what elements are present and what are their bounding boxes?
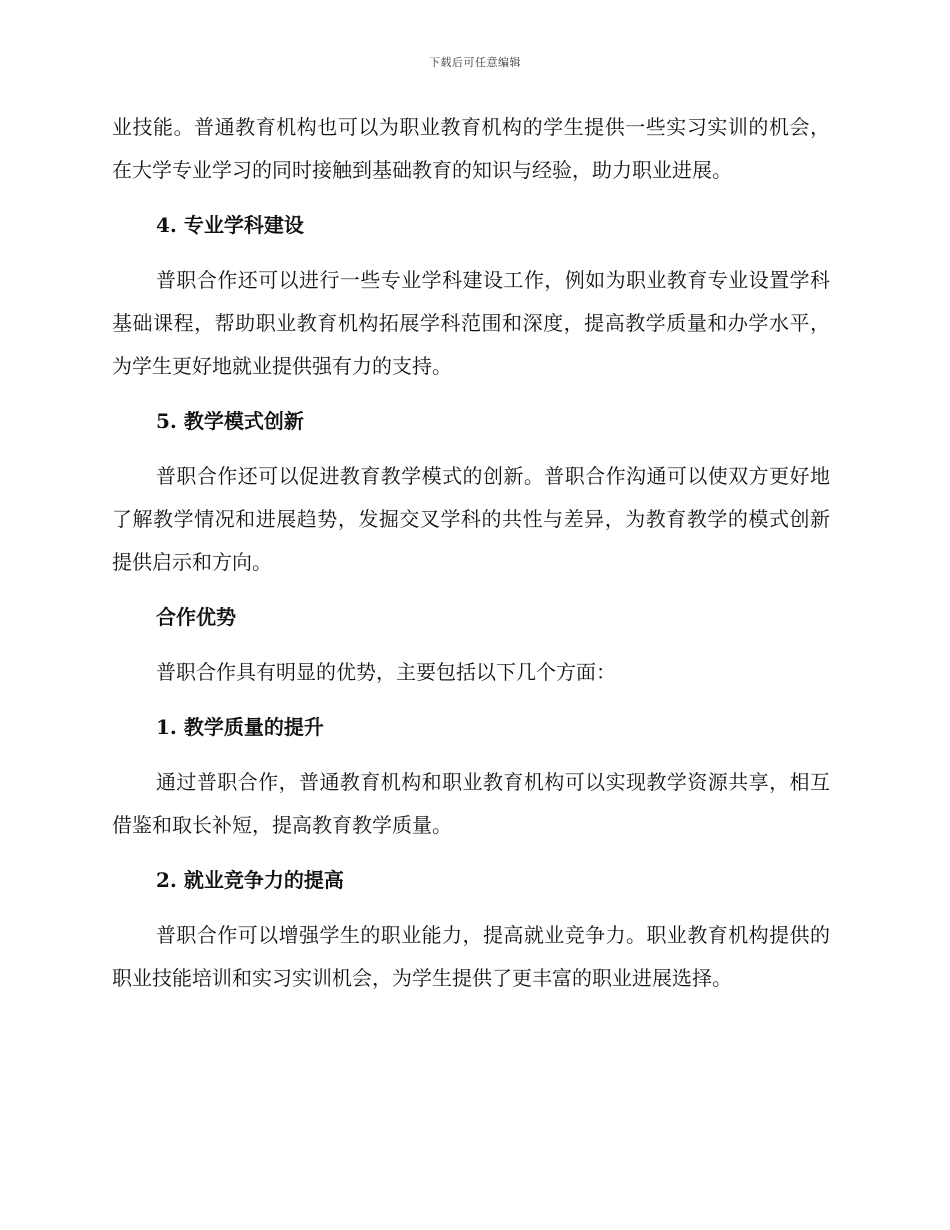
section-heading-discipline-construction: 4. 专业学科建设 [156, 213, 304, 237]
document-body [112, 106, 830, 1012]
section-heading-employment-competitiveness: 2. 就业竞争力的提高 [156, 868, 344, 892]
paragraph-continued: 业技能。普通教育机构也可以为职业教育机构的学生提供一些实习实训的机会，在大学专业学习的同时接触到基础教育的知识与经验，助力职业进展。 [112, 115, 830, 182]
page-header: 下载后可任意编辑 [429, 56, 521, 69]
section-heading-teaching-innovation: 5. 教学模式创新 [156, 409, 304, 433]
paragraph-discipline-construction: 普职合作还可以进行一些专业学科建设工作，例如为职业教育专业设置学科基础课程，帮助职业教育机构拓展学科范围和深度，提高教学质量和办学水平，为学生更好地就业提供强有力的支持。 [112, 268, 830, 378]
paragraph-advantages-intro: 普职合作具有明显的优势，主要包括以下几个方面： [156, 660, 616, 684]
paragraph-employment-competitiveness: 普职合作可以增强学生的职业能力，提高就业竞争力。职业教育机构提供的职业技能培训和实习实训机会，为学生提供了更丰富的职业进展选择。 [112, 923, 830, 990]
section-heading-teaching-quality: 1. 教学质量的提升 [156, 715, 324, 739]
section-heading-cooperation-advantages: 合作优势 [156, 605, 236, 629]
paragraph-teaching-quality: 通过普职合作，普通教育机构和职业教育机构可以实现教学资源共享，相互借鉴和取长补短，提高教育教学质量。 [112, 770, 830, 837]
paragraph-teaching-innovation: 普职合作还可以促进教育教学模式的创新。普职合作沟通可以使双方更好地了解教学情况和进展趋势，发掘交叉学科的共性与差异，为教育教学的模式创新提供启示和方向。 [112, 464, 830, 574]
